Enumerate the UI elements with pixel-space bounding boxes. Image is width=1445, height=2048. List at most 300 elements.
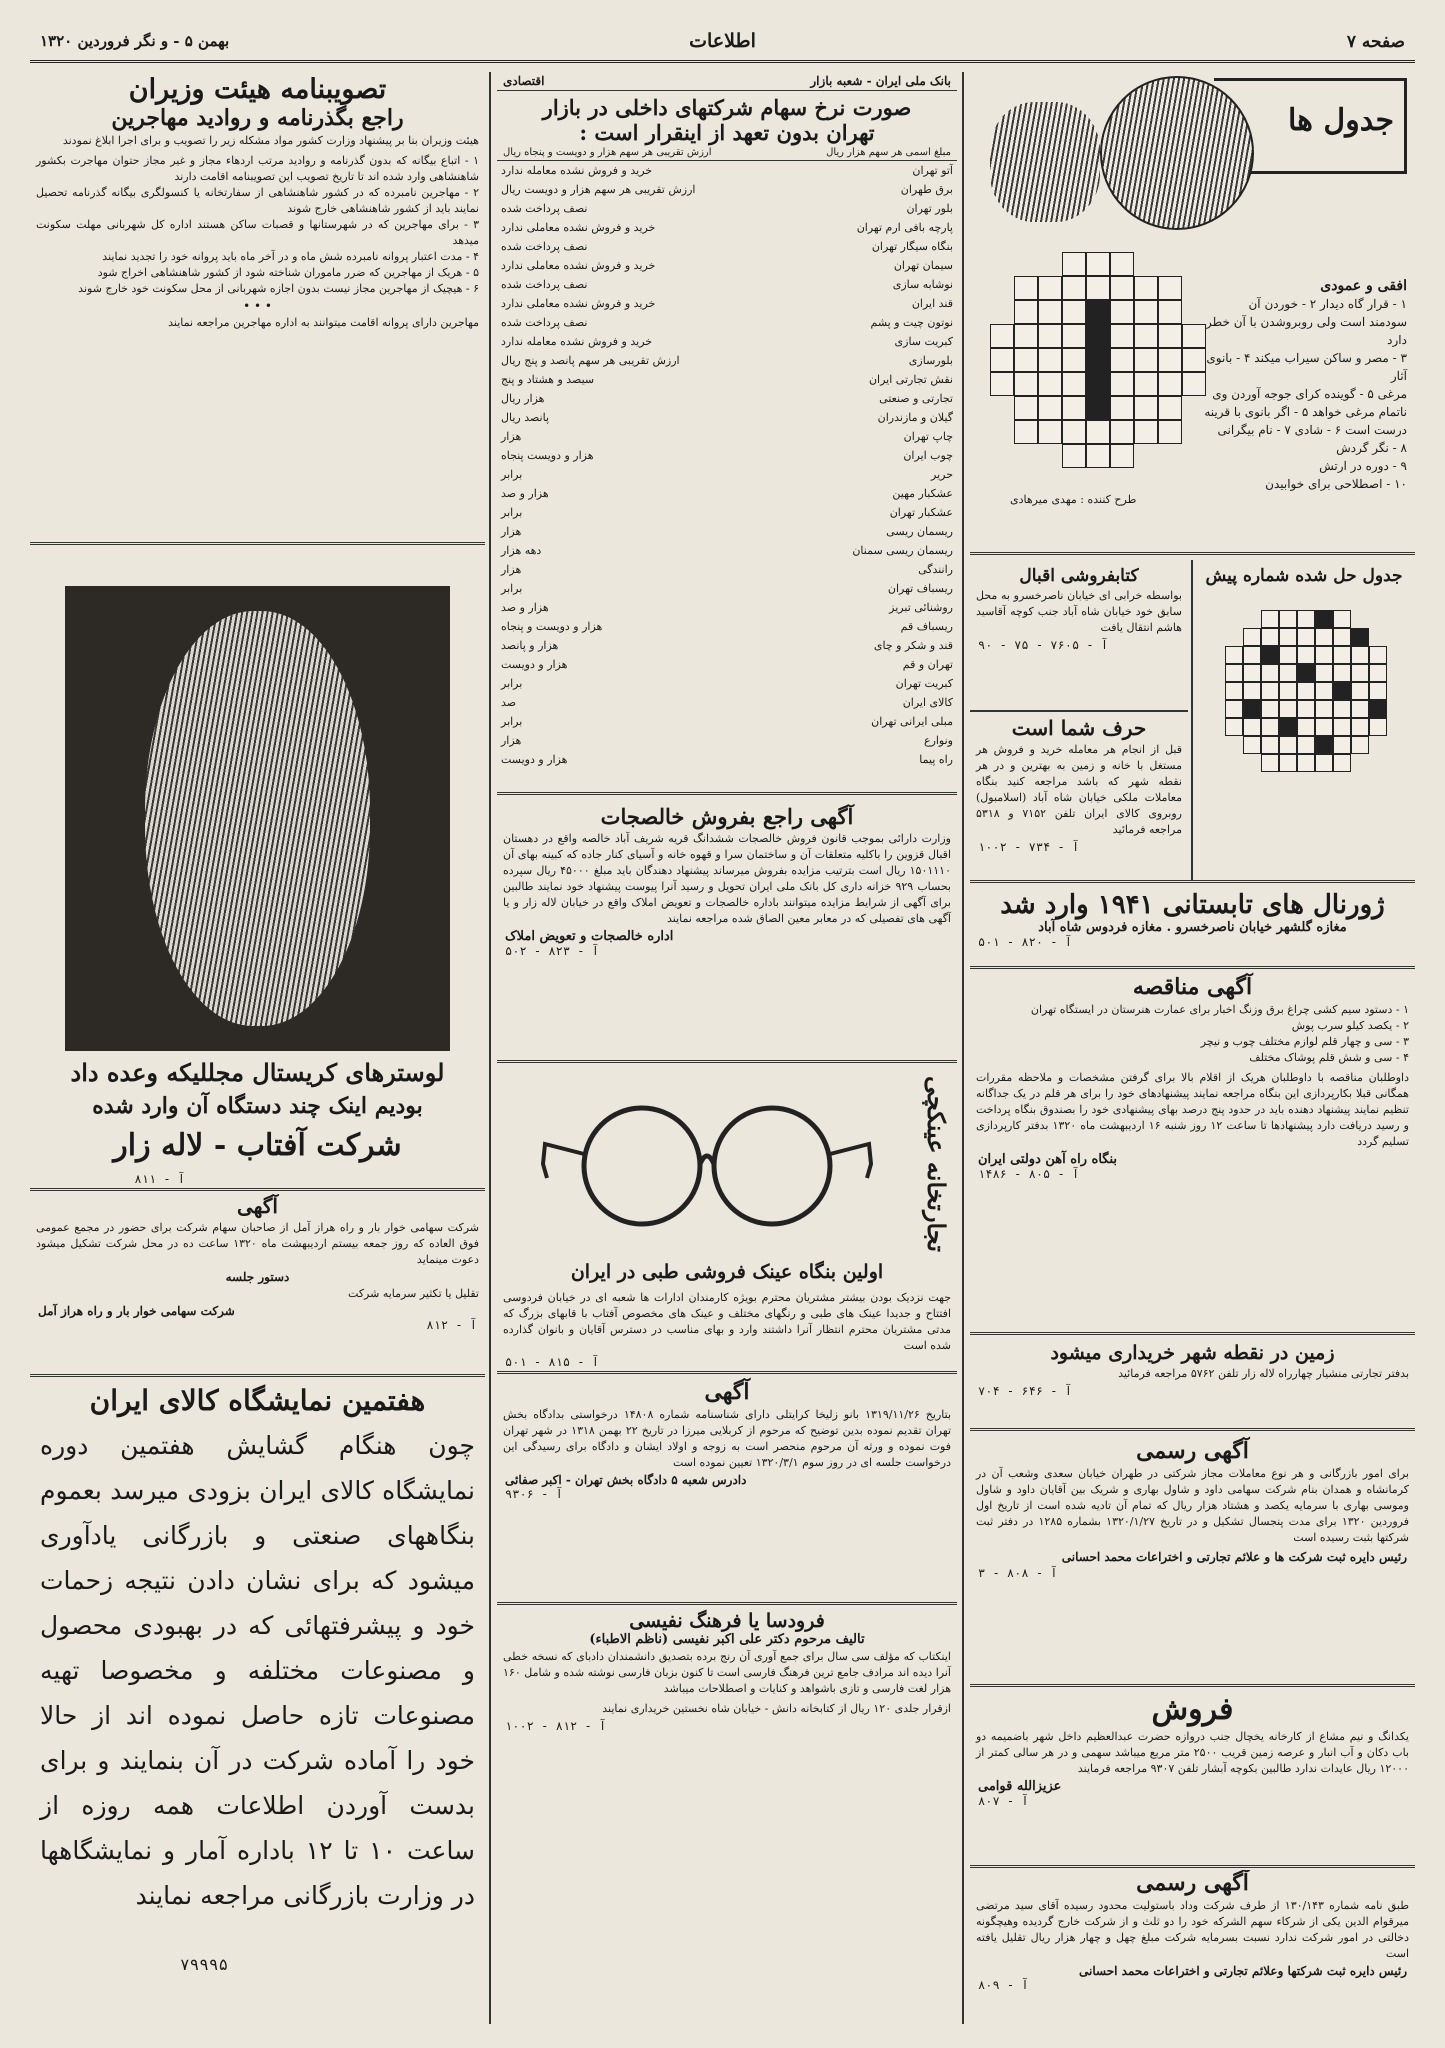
crossword-cell <box>1134 420 1158 444</box>
solved-cell <box>1279 664 1297 682</box>
land-title: زمین در نقطه شهر خریداری میشود <box>1050 1342 1335 1364</box>
crossword-cell <box>1014 348 1038 372</box>
stock-table <box>497 161 957 769</box>
meeting-agenda: تقلیل یا تکثیر سرمایه شرکت <box>348 1287 479 1300</box>
stock-value: برابر <box>501 715 523 728</box>
solved-cell <box>1225 718 1243 736</box>
solved-cell <box>1351 700 1369 718</box>
company-name: حریر <box>931 468 953 481</box>
solved-cell <box>1333 736 1351 754</box>
chandelier-image <box>65 586 450 1051</box>
solved-cell <box>1261 646 1279 664</box>
solved-cell <box>1333 628 1351 646</box>
crossword-cell <box>1134 348 1158 372</box>
dictionary-ad <box>497 1608 957 2024</box>
company-name: ریسباف تهران <box>887 582 953 595</box>
solved-cell <box>1351 736 1369 754</box>
stock-value: برابر <box>501 677 523 690</box>
solved-cell <box>1243 646 1261 664</box>
crossword-cell <box>1158 348 1182 372</box>
stock-value: نصف پرداخت شده <box>501 202 588 215</box>
tender-item: ۴ - سی و شش قلم پوشاک مختلف <box>1249 1051 1409 1064</box>
official2-title: آگهی رسمی <box>1136 1870 1249 1896</box>
cabinet-footer: مهاجرین دارای پروانه اقامت میتوانند به اداره مهاجرین مراجعه نمایند <box>168 316 479 329</box>
sale-signature: عزیزالله قوامی <box>978 1779 1062 1794</box>
solved-cell <box>1315 610 1333 628</box>
crossword-cell <box>1086 300 1110 324</box>
clues-heading: افقی و عمودی <box>1320 278 1407 294</box>
solved-cell <box>1351 718 1369 736</box>
dictionary-body: اینکتاب که مؤلف سی سال برای جمع آوری آن رنج برده بتصدیق دانشمندان دادبای که نسخه خطی آنرا دیده اند مرادف جامع ترین فرهنگ فارسی است تا کنون بزبان فارسی نوشته شده و شامل ۱۶۰ هزار لغت فارسی و تازی باشواهد و کنایات و اصطلاحات میباشد <box>503 1650 951 1695</box>
company-name: برق طهران <box>900 183 953 196</box>
clue: سودمند است ولی روبروشدن با آن خطر دارد <box>1206 315 1407 347</box>
clue: ۳ - مصر و ساکن سیراب میکند ۴ - بانوی آثار <box>1206 351 1407 383</box>
dictionary-subtitle: تالیف مرحوم دکتر علی اکبر نفیسی (ناظم الاطباء) <box>589 1632 865 1647</box>
stock-market-section <box>497 72 957 795</box>
sale-body: یکدانگ و نیم مشاع از کارخانه یخچال جنب دروازه حضرت عبدالعظیم داخل شهر باضمیمه دو باب دکان و آب انبار و عرصه زمین قریب ۲۵۰۰ متر مربع میباشد سهمی و در هر سالی کمتر از ۱۲۰۰۰ ریال عایدات ندارد طالبین بکوچه آبشار تلفن ۹۳۰۷ مراجعه فرمایند <box>976 1730 1409 1775</box>
crossword-cell <box>1134 276 1158 300</box>
cabinet-subtitle: راجع بگذرنامه و روادید مهاجرین <box>111 105 404 131</box>
clue: ۱ - قرار گاه دیدار ۲ - خوردن آن <box>1248 297 1407 311</box>
stock-value: ارزش تقریبی هر سهم پانصد و پنج ریال <box>501 354 680 367</box>
market-col-header: مبلغ اسمی هر سهم هزار ریال <box>826 147 951 158</box>
crossword-cell <box>1038 372 1062 396</box>
journals-ad <box>970 886 1415 969</box>
solved-cell <box>1297 700 1315 718</box>
table-row <box>497 446 957 465</box>
court-notice-body: بتاریخ ۱۳۱۹/۱۱/۲۶ بانو زلیخا کرایتلی دارای شناسنامه شماره ۱۴۸۰۸ درخواستی بدادگاه بخش تهران تقدیم نموده بدین توضیح که مرحوم از کربلایی میرزا در تاریخ ۲۲ بهمن ۱۳۱۸ در شهر تهران فوت نموده و ورثه آن مرحوم منحصر است به زوجه و اولاد ایشان و دادگاه برای رسیدگی این درخواست جلسه ای در روز سوم ۱۳۲۰/۳/۱ تعیین نموده است <box>503 1408 952 1469</box>
solved-cell <box>1333 718 1351 736</box>
crossword-cell <box>1182 348 1206 372</box>
crossword-cell <box>1062 252 1086 276</box>
stock-value: هزار و صد <box>501 487 549 500</box>
solved-cell <box>1297 754 1315 772</box>
solved-cell <box>1351 664 1369 682</box>
market-col-header: ارزش تقریبی هر سهم هزار و دویست و پنجاه ریال <box>503 147 712 158</box>
cabinet-item: ۳ - برای مهاجرین که در شهرستانها و قصبات ساکن هستند اداره کل شهربانی مهلت سکونت میدهد <box>36 218 479 247</box>
optician-body: جهت نزدیک بودن بیشتر مشتریان محترم بویژه کارمندان ادارات ها شعبه ای در خیابان فردوسی افتتاح و جدیدا عینک های طبی و رنگهای مختلف و عینک های مخصوص آفتاب با قابهای بزرگ که مدتی مشتریان محترم انتظار آنرا داشتند وارد و بهای مناسب در دسترس آقایان و بانوان گذارده شده است <box>503 1291 951 1352</box>
solved-grid <box>1225 610 1387 772</box>
official2-signature: رئیس دایره ثبت شرکتها وعلائم تجارتی و اختراعات محمد احسانی <box>1079 1964 1407 1978</box>
solved-cell <box>1315 700 1333 718</box>
crossword-cell <box>1086 444 1110 468</box>
crossword-cell <box>1134 324 1158 348</box>
table-row <box>497 693 957 712</box>
crossword-cell <box>1062 348 1086 372</box>
table-row <box>497 332 957 351</box>
solved-cell <box>1225 700 1243 718</box>
realestate-ad <box>970 712 1188 880</box>
crossword-cell <box>1014 300 1038 324</box>
court-notice-signature: دادرس شعبه ۵ دادگاه بخش تهران - اکبر صفائی <box>505 1473 747 1487</box>
solved-cell <box>1279 646 1297 664</box>
chandelier-line2: بودیم اینک چند دستگاه آن وارد شده <box>92 1093 423 1119</box>
crossword-cell <box>1158 300 1182 324</box>
dictionary-price: ازقرار جلدی ۱۲۰ ریال از کتابخانه دانش - خیابان شاه نخستین خریداری نمایند <box>602 1702 951 1715</box>
stock-value: هزار <box>501 734 522 747</box>
iqbal-ad <box>970 560 1188 712</box>
chandelier-code: آ - ۸۱۱ <box>134 1172 185 1186</box>
crossword-cell <box>1038 324 1062 348</box>
crossword-cell <box>1110 444 1134 468</box>
iqbal-title: کتابفروشی اقبال <box>1019 566 1139 586</box>
solved-cell <box>1279 610 1297 628</box>
crossword-cell <box>1182 324 1206 348</box>
official-notice-1 <box>970 1434 1415 1687</box>
solved-cell <box>1243 628 1261 646</box>
solved-cell <box>1225 664 1243 682</box>
crossword-cell <box>1014 396 1038 420</box>
optician-brand: تجارتخانه عینکچی <box>922 1075 951 1252</box>
table-row <box>497 161 957 180</box>
market-kicker: بانک ملی ایران - شعبه بازار <box>810 74 951 88</box>
crossword-cell <box>1086 348 1110 372</box>
tender-code: آ - ۸۰۵ - ۱۴۸۶ <box>978 1167 1080 1181</box>
table-row <box>497 275 957 294</box>
solved-cell <box>1297 628 1315 646</box>
company-name: کبریت سازی <box>894 335 953 348</box>
solved-puzzle-section <box>970 560 1415 883</box>
solved-cell <box>1333 682 1351 700</box>
crossword-cell <box>1110 348 1134 372</box>
optician-code: آ - ۸۱۵ - ۵۰۱ <box>505 1355 599 1369</box>
khalesat-code: آ - ۸۲۳ - ۵۰۲ <box>505 944 599 958</box>
iqbal-body: بواسطه خرابی ای خیابان ناصرخسرو به محل سابق خود خیابان شاه آباد جنب کوچه آقاسید هاشم انتقال یافت <box>976 589 1182 634</box>
company-name: روشنائی تبریز <box>889 601 953 614</box>
crossword-cell <box>1110 300 1134 324</box>
solved-cell <box>1261 628 1279 646</box>
cabinet-title: تصویبنامه هیئت وزیران <box>128 74 387 105</box>
crossword-title: جدول ها <box>1288 103 1394 138</box>
crossword-cell <box>1038 300 1062 324</box>
stock-value: خرید و فروش نشده معاملی ندارد <box>501 259 656 272</box>
expo-ad <box>30 1380 485 2024</box>
table-row <box>497 351 957 370</box>
middle-column <box>497 72 957 2024</box>
solved-cell <box>1369 718 1387 736</box>
table-row <box>497 560 957 579</box>
solved-cell <box>1279 682 1297 700</box>
solved-cell <box>1315 664 1333 682</box>
table-row <box>497 579 957 598</box>
solved-cell <box>1279 628 1297 646</box>
page-number: صفحه ۷ <box>1346 32 1405 52</box>
table-row <box>497 256 957 275</box>
company-name: عشکبار مهین <box>892 487 953 500</box>
clue: درست است ۶ - شادی ۷ - نام بیگرانی <box>1217 423 1407 437</box>
land-code: آ - ۶۴۶ - ۷۰۴ <box>978 1384 1072 1398</box>
table-row <box>497 389 957 408</box>
solved-cell <box>1369 646 1387 664</box>
solved-cell <box>1279 754 1297 772</box>
company-name: کالای ایران <box>902 696 953 709</box>
crossword-cell <box>1110 372 1134 396</box>
clue: ۸ - نگر گردش <box>1336 441 1407 455</box>
solved-cell <box>1315 628 1333 646</box>
solved-cell <box>1333 646 1351 664</box>
crossword-cell <box>1134 372 1158 396</box>
stock-value: هزار ریال <box>501 392 545 405</box>
meeting-agenda-title: دستور جلسه <box>225 1270 290 1284</box>
crossword-illustration <box>1100 76 1254 230</box>
table-row <box>497 199 957 218</box>
solved-cell <box>1261 718 1279 736</box>
realestate-title: حرف شما است <box>1011 716 1147 740</box>
khalesat-signature: اداره خالصجات و تعویض املاک <box>505 929 674 944</box>
crossword-cell <box>1014 372 1038 396</box>
solved-cell <box>1279 700 1297 718</box>
stock-value: هزار <box>501 563 522 576</box>
company-name: سیمان تهران <box>893 259 953 272</box>
cabinet-decree: تصویبنامه هیئت وزیران راجع بگذرنامه و روادید مهاجرین هیئت وزیران بنا بر پیشنهاد وزارت کشور مواد مشکله زیر را تصویب و برای اجرا ابلاغ نمودند ۱ - اتباع بیگانه که بدون گذرنامه و روادید مرتب اردهاء مجاز و غیر مجاز حتوان مهاجرت بکشور شاهنشاهی وارد شده اند تا تاریخ تصویب این تصویبنامه اقامت دارند ۲ - مهاجرین نامبرده که در کشور شاهنشاهی از سفارتخانه یا کنسولگری بیگانه گذرنامه تحصیل نمایند باید از کشور شاهنشاهی خارج شوند ۳ - برای مهاجرین که در شهرستانها و قصبات ساکن هستند اداره کل شهربانی مهلت سکونت میدهد ۴ - مدت اعتبار پروانه نامبرده شش ماه و در آخر ماه باید پروانه خود را تجدید نمایند ۵ - هریک از مهاجرین که ضرر ماموران شناخته شود از کشور شاهنشاهی اخراج شود ۶ - هیچیک از مهاجرین مجاز نیست بدون اجازه شهربانی از محل سکونت خود خارج شوند • • • مهاجرین دارای پروانه اقامت میتوانند به اداره مهاجرین مراجعه نمایند <box>30 72 485 545</box>
realestate-body: قبل از انجام هر معامله خرید و فروش هر مستغل با خانه و زمین به بهترین و در هر نقطه شهر که باشد مراجعه کنید بنگاه معاملات ملکی خیابان شاه آباد (اسلامبول) روبروی کالای ایران تلفن ۷۱۵۲ و ۵۳۱۸ مراجعه فرمائید <box>976 743 1182 836</box>
expo-body: چون هنگام گشایش هفتمین دوره نمایشگاه کالای ایران بزودی میرسد بعموم بنگاههای صنعتی و بازرگانی یادآوری میشود که برای نشان دادن نتیجه زحمات خود و پیشرفتهائی که در بهبودی محصول و مصنوعات مختلفه و مخصوصا تهیه مصنوعات تازه حاصل نموده اند از حالا خود را آماده شرکت در آن بنمایند و برای بدست آوردن اطلاعات همه روزه از ساعت ۱۰ تا ۱۲ باداره آمار و نمایشگاهها در وزارت بازرگانی مراجعه نمایند <box>40 1431 476 1910</box>
optician-ad <box>497 1066 957 1374</box>
tender-item: ۱ - دستود سیم کشی چراغ برق وزنگ اخبار برای عمارت هنرستان در ایستگاه تهران <box>1030 1003 1409 1016</box>
crossword-cell <box>990 348 1014 372</box>
cabinet-item: ۵ - هریک از مهاجرین که ضرر ماموران شناخته شود از کشور شاهنشاهی اخراج شود <box>97 266 479 279</box>
table-row <box>497 655 957 674</box>
solved-cell <box>1225 646 1243 664</box>
meeting-signature: شرکت سهامی خوار بار و راه هراز آمل <box>38 1304 235 1318</box>
cabinet-item: ۲ - مهاجرین نامبرده که در کشور شاهنشاهی از سفارتخانه یا کنسولگری بیگانه گذرنامه تحصیل نمایند باید از کشور شاهنشاهی خارج شوند <box>36 186 479 215</box>
iqbal-code: آ - ۷۶۰۵ - ۷۵ - ۹۰ <box>978 638 1109 652</box>
crossword-section <box>970 72 1415 555</box>
stock-value: هزار و دویست <box>501 658 568 671</box>
table-row <box>497 237 957 256</box>
solved-cell <box>1261 736 1279 754</box>
crossword-cell <box>1038 420 1062 444</box>
company-name: آتو تهران <box>912 164 953 177</box>
solved-cell <box>1297 646 1315 664</box>
stock-value: صد <box>501 696 517 709</box>
crossword-cell <box>1062 372 1086 396</box>
company-name: تهران و قم <box>902 658 953 671</box>
market-section-label: اقتصادی <box>503 74 545 88</box>
solved-cell <box>1351 646 1369 664</box>
crossword-cell <box>1086 276 1110 300</box>
crossword-cell <box>1062 300 1086 324</box>
left-column <box>30 72 485 2024</box>
solved-cell <box>1333 754 1351 772</box>
solved-cell <box>1315 718 1333 736</box>
solved-cell <box>1297 736 1315 754</box>
right-column <box>970 72 1415 2024</box>
crossword-cell <box>1062 324 1086 348</box>
table-row <box>497 427 957 446</box>
table-row <box>497 712 957 731</box>
table-row <box>497 617 957 636</box>
company-name: ریسمان ریسی سمنان <box>852 544 953 557</box>
stock-value: برابر <box>501 582 523 595</box>
tender-signature: بنگاه راه آهن دولتی ایران <box>978 1152 1118 1167</box>
crossword-cell <box>1014 420 1038 444</box>
market-subtitle: تهران بدون تعهد از اینقرار است : <box>579 120 875 145</box>
stock-value: برابر <box>501 506 523 519</box>
crossword-cell <box>1086 252 1110 276</box>
stock-value: هزار و صد <box>501 601 549 614</box>
solved-cell <box>1333 700 1351 718</box>
official2-code: آ - ۸۰۹ <box>978 1978 1029 1992</box>
stock-value: خرید و فروش نشده معاملی ندارد <box>501 297 656 310</box>
crossword-cell <box>1086 372 1110 396</box>
solved-cell <box>1261 682 1279 700</box>
company-name: بلورسازی <box>908 354 953 367</box>
solved-cell <box>1369 700 1387 718</box>
expo-title: هفتمین نمایشگاه کالای ایران <box>89 1384 426 1417</box>
cabinet-item: ۱ - اتباع بیگانه که بدون گذرنامه و روادید مرتب اردهاء مجاز و غیر مجاز حتوان مهاجرت بکشور شاهنشاهی وارد شده اند تا تاریخ تصویب این تصویبنامه اقامت دارند <box>36 154 479 183</box>
crossword-grid <box>990 252 1206 468</box>
crossword-cell <box>1062 396 1086 420</box>
journals-code: آ - ۸۲۰ - ۵۰۱ <box>978 935 1072 949</box>
optician-title: اولین بنگاه عینک فروشی طبی در ایران <box>570 1261 884 1283</box>
crossword-cell <box>1062 420 1086 444</box>
stock-value: هزار <box>501 525 522 538</box>
company-name: چوب ایران <box>903 449 953 462</box>
court-notice-title: آگهی <box>704 1379 750 1405</box>
court-notice <box>497 1377 957 1605</box>
company-name: مبلی ایرانی تهران <box>871 715 953 728</box>
table-row <box>497 484 957 503</box>
cabinet-item: ۴ - مدت اعتبار پروانه نامبرده شش ماه و در آخر ماه باید پروانه خود را تجدید نمایند <box>102 250 479 263</box>
meeting-title: آگهی <box>237 1194 278 1218</box>
tender-title: آگهی مناقصه <box>1132 974 1253 1000</box>
stock-value: پانصد ریال <box>501 411 550 424</box>
crossword-cell <box>1014 324 1038 348</box>
crossword-illustration-face <box>990 102 1100 222</box>
clue: ۱۰ - اصطلاحی برای خوابیدن <box>1265 477 1407 491</box>
company-name: قند ایران <box>911 297 953 310</box>
solved-cell <box>1315 646 1333 664</box>
official1-title: آگهی رسمی <box>1136 1438 1249 1464</box>
solved-cell <box>1261 754 1279 772</box>
crossword-cell <box>1182 372 1206 396</box>
solved-cell <box>1261 664 1279 682</box>
solved-cell <box>1297 664 1315 682</box>
stock-value: خرید و فروش نشده معاملی ندارد <box>501 221 656 234</box>
tender-item: ۳ - سی و چهار قلم لوازم مختلف چوب و نیچر <box>1200 1035 1409 1048</box>
sale-title: فروش <box>1151 1692 1234 1727</box>
stock-value: نصف پرداخت شده <box>501 240 588 253</box>
sale-code: آ - ۸۰۷ <box>978 1794 1029 1808</box>
solved-cell <box>1333 610 1351 628</box>
expo-code: ۷۹۹۹۵ <box>180 1955 229 1974</box>
table-row <box>497 370 957 389</box>
stock-value: ارزش تقریبی هر سهم هزار و دویست ریال <box>501 183 696 196</box>
crossword-cell <box>1086 396 1110 420</box>
solved-cell <box>1369 664 1387 682</box>
column-divider <box>489 72 491 2024</box>
company-name: قند و شکر و چای <box>873 639 953 652</box>
solved-cell <box>1315 736 1333 754</box>
solved-cell <box>1351 628 1369 646</box>
meeting-code: آ - ۸۱۲ <box>426 1318 477 1332</box>
stock-value: نصف پرداخت شده <box>501 278 588 291</box>
solved-cell <box>1279 736 1297 754</box>
cabinet-item: ۶ - هیچیک از مهاجرین مجاز نیست بدون اجازه شهربانی از محل سکونت خود خارج شوند <box>78 282 479 295</box>
solved-cell <box>1261 610 1279 628</box>
solved-cell <box>1315 754 1333 772</box>
chandelier-line1: لوسترهای کریستال مجللیکه وعده داد <box>70 1058 445 1087</box>
crossword-cell <box>1134 396 1158 420</box>
solved-cell <box>1243 664 1261 682</box>
official1-signature: رئیس دایره ثبت شرکت ها و علائم تجارتی و اختراعات محمد احسانی <box>1061 1550 1407 1564</box>
crossword-cell <box>1062 276 1086 300</box>
crossword-cell <box>1110 276 1134 300</box>
stock-value: برابر <box>501 468 523 481</box>
company-name: چاپ تهران <box>903 430 953 443</box>
clue: ۹ - دوره در ارتش <box>1319 459 1407 473</box>
solved-cell <box>1243 682 1261 700</box>
company-name: نوتون چیت و پشم <box>870 316 953 329</box>
crossword-cell <box>1158 420 1182 444</box>
tender-body: داوطلبان مناقصه با داوطلبان هریک از اقلام بالا برای گرفتن مشخصات و ملاحظه مقررات همگانی قبلا بکارپردازی این بنگاه مراجعه نمایند پیشنهادهای خود را برای هر قلم در یک جداگانه تنظیم نمایند پیشنهاد دهنده باید در حدود پنج درصد بهای پیشنهادی خود را بصندوق بنگاه پرداخت و رسید دریافت دارد پیشنهادها تا ساعت ۱۲ روز شنبه ۱۶ اردیبهشت ماه ۱۳۲۰ بدفتر کارپردازی تسلیم گردد <box>976 1071 1409 1148</box>
crossword-cell <box>1110 396 1134 420</box>
solved-cell <box>1297 682 1315 700</box>
khalesat-notice <box>497 800 957 1063</box>
chandelier-shape <box>145 611 370 1026</box>
solved-cell <box>1333 664 1351 682</box>
company-name: رانندگی <box>918 563 953 576</box>
table-row <box>497 731 957 750</box>
table-row <box>497 294 957 313</box>
solved-cell <box>1243 718 1261 736</box>
paper-name: اطلاعات <box>689 30 756 52</box>
meeting-body: شرکت سهامی خوار بار و راه هراز آمل از صاحبان سهام شرکت برای حضور در مجمع عمومی فوق العاده که روز جمعه بیستم اردیبهشت ماه ۱۳۲۰ ساعت ده در محل شرکت تشکیل میشود دعوت مینماید <box>36 1221 479 1266</box>
company-name: ونوارع <box>924 734 953 747</box>
table-row <box>497 218 957 237</box>
journals-title: ژورنال های تابستانی ۱۹۴۱ وارد شد <box>1000 890 1385 920</box>
solved-puzzle-title: جدول حل شده شماره پیش <box>1205 566 1403 586</box>
crossword-cell <box>1062 444 1086 468</box>
table-row <box>497 541 957 560</box>
table-row <box>497 522 957 541</box>
company-name: بلور تهران <box>906 202 953 215</box>
crossword-cell <box>1038 276 1062 300</box>
crossword-clues <box>1202 277 1407 493</box>
company-name: گیلان و مازندران <box>877 411 953 424</box>
stock-value: سیصد و هشتاد و پنج <box>501 373 595 386</box>
solved-cell <box>1243 736 1261 754</box>
crossword-cell <box>1158 396 1182 420</box>
issue-date: بهمن ۵ - و نگر فروردین ۱۳۲۰ <box>40 32 230 50</box>
glasses-illustration <box>537 1086 877 1256</box>
crossword-cell <box>1158 324 1182 348</box>
company-name: کبریت تهران <box>895 677 953 690</box>
company-name: عشکبار تهران <box>889 506 953 519</box>
official1-body: برای امور بازرگانی و هر نوع معاملات مجاز شرکتی در طهران خیابان سعدی وشعب آن در کرمانشاه و همدان بنام شرکت سهامی داود و شاول بهاری و شریک بین آقایان داود و شاول وموسی بهاری با سرمایه یکصد و هشتاد هزار ریال که تمام آن تادیه شده است از تاریخ اول فروردین ۱۳۲۰ برای مدت پنجسال تشکیل و در تاریخ ۱۳۲۰/۱/۲۷ بشماره ۱۲۸۵ در دفتر ثبت شرکتها بثبت رسیده است <box>976 1467 1409 1544</box>
solved-cell <box>1279 718 1297 736</box>
stock-value: دهه هزار <box>501 544 542 557</box>
crossword-cell <box>990 372 1014 396</box>
court-notice-code: آ - ۹۳۰۶ <box>505 1487 563 1501</box>
company-name: ریسمان ریسی <box>886 525 953 538</box>
crossword-cell <box>1014 276 1038 300</box>
table-row <box>497 408 957 427</box>
solved-cell <box>1369 682 1387 700</box>
table-row <box>497 598 957 617</box>
crossword-cell <box>1134 300 1158 324</box>
crossword-cell <box>1086 324 1110 348</box>
meeting-notice <box>30 1194 485 1377</box>
crossword-cell <box>1110 324 1134 348</box>
company-name: تجارتی و صنعتی <box>879 392 953 405</box>
table-row <box>497 674 957 693</box>
realestate-code: آ - ۷۳۴ - ۱۰۰۲ <box>978 840 1080 854</box>
table-row <box>497 503 957 522</box>
table-row <box>497 313 957 332</box>
company-name: ریسباف قم <box>900 620 953 633</box>
